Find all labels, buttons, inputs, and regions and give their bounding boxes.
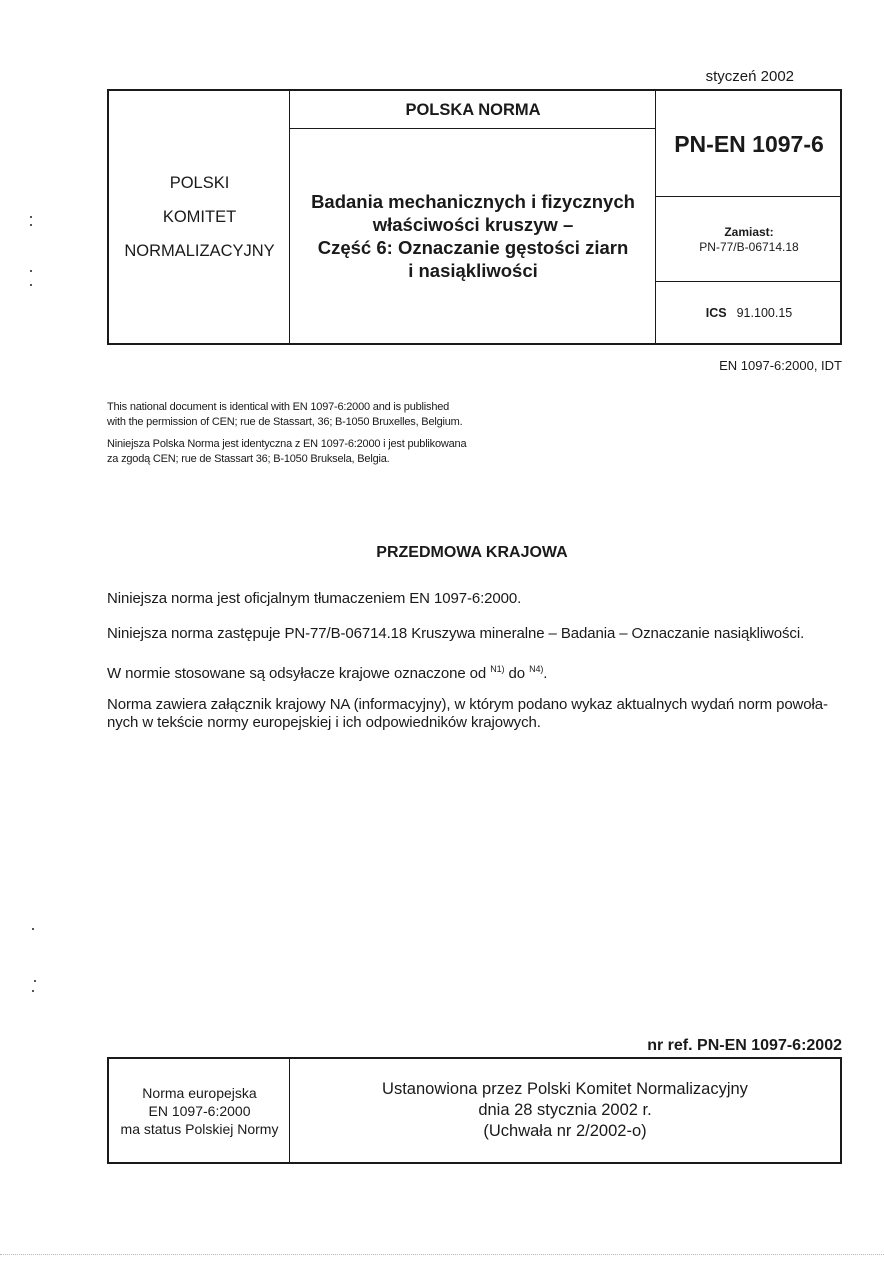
equivalence-note: EN 1097-6:2000, IDT bbox=[719, 358, 842, 373]
foreword-paragraph: Niniejsza norma zastępuje PN-77/B-06714.18 Kruszywa mineralne – Badania – Oznaczanie nasiąkliwości. bbox=[107, 625, 805, 642]
title-line: Część 6: Oznaczanie gęstości ziarn bbox=[317, 237, 629, 258]
status-line: ma status Polskiej Normy bbox=[120, 1120, 279, 1137]
foreword-paragraph: Norma zawiera załącznik krajowy NA (informacyjny), w którym podano wykaz aktualnych wydań norm powoła-nych w tekście normy europejskiej i ich odpowiedników krajowych. bbox=[107, 696, 828, 731]
establishment-line: dnia 28 stycznia 2002 r. bbox=[478, 1101, 652, 1119]
scan-speck bbox=[32, 928, 34, 930]
text: . bbox=[543, 665, 548, 682]
notice-line: za zgodą CEN; rue de Stassart 36; B-1050 Bruksela, Belgia. bbox=[107, 453, 390, 465]
status-line: Norma europejska bbox=[142, 1084, 257, 1101]
establishment-note bbox=[290, 1059, 840, 1162]
committee-line: POLSKI bbox=[169, 174, 230, 192]
title-line: właściwości kruszyw – bbox=[372, 214, 574, 235]
ics-block bbox=[656, 282, 842, 343]
title-line: i nasiąkliwości bbox=[408, 260, 538, 281]
european-norm-status bbox=[109, 1059, 290, 1162]
notice-line: This national document is identical with EN 1097-6:2000 and is published bbox=[107, 401, 450, 413]
document-title bbox=[290, 129, 656, 343]
scan-speck bbox=[30, 216, 32, 218]
scan-edge bbox=[0, 1254, 884, 1255]
ics-value: 91.100.15 bbox=[736, 305, 793, 320]
establishment-line: (Uchwała nr 2/2002-o) bbox=[483, 1122, 647, 1140]
footnote-marker: N1) bbox=[490, 664, 505, 674]
issue-date: styczeń 2002 bbox=[705, 68, 794, 85]
text: do bbox=[504, 665, 530, 682]
reference-number: nr ref. PN-EN 1097-6:2002 bbox=[647, 1037, 842, 1054]
committee-name bbox=[109, 91, 290, 343]
norm-type-label: POLSKA NORMA bbox=[405, 100, 541, 119]
committee-line: NORMALIZACYJNY bbox=[124, 242, 275, 260]
notice-english bbox=[107, 400, 463, 430]
foreword-paragraph bbox=[107, 660, 847, 683]
replaces-block bbox=[656, 197, 842, 282]
header-table bbox=[107, 89, 842, 345]
scan-speck bbox=[30, 284, 32, 286]
committee-line: KOMITET bbox=[162, 208, 237, 226]
notice-line: Niniejsza Polska Norma jest identyczna z EN 1097-6:2000 i jest publikowana bbox=[107, 438, 467, 450]
status-line: EN 1097-6:2000 bbox=[148, 1102, 251, 1119]
title-line: Badania mechanicznych i fizycznych bbox=[311, 191, 635, 212]
standard-code: PN-EN 1097-6 bbox=[674, 130, 824, 157]
replaces-value: PN-77/B-06714.18 bbox=[699, 239, 799, 254]
notice-line: with the permission of CEN; rue de Stassart, 36; B-1050 Bruxelles, Belgium. bbox=[107, 416, 463, 428]
text: W normie stosowane są odsyłacze krajowe oznaczone od bbox=[107, 665, 491, 682]
footnote-marker: N4) bbox=[529, 664, 544, 674]
foreword-paragraph: Niniejsza norma jest oficjalnym tłumaczeniem EN 1097-6:2000. bbox=[107, 590, 522, 607]
scan-speck bbox=[30, 270, 32, 272]
notice-polish bbox=[107, 437, 466, 467]
replaces-label: Zamiast: bbox=[724, 224, 774, 239]
scan-speck bbox=[34, 980, 36, 982]
establishment-line: Ustanowiona przez Polski Komitet Normalizacyjny bbox=[382, 1080, 748, 1098]
foreword-title: PRZEDMOWA KRAJOWA bbox=[376, 544, 568, 561]
footer-table bbox=[107, 1057, 842, 1164]
scan-speck bbox=[32, 990, 34, 992]
ics-label: ICS bbox=[705, 305, 727, 320]
scan-speck bbox=[30, 224, 32, 226]
